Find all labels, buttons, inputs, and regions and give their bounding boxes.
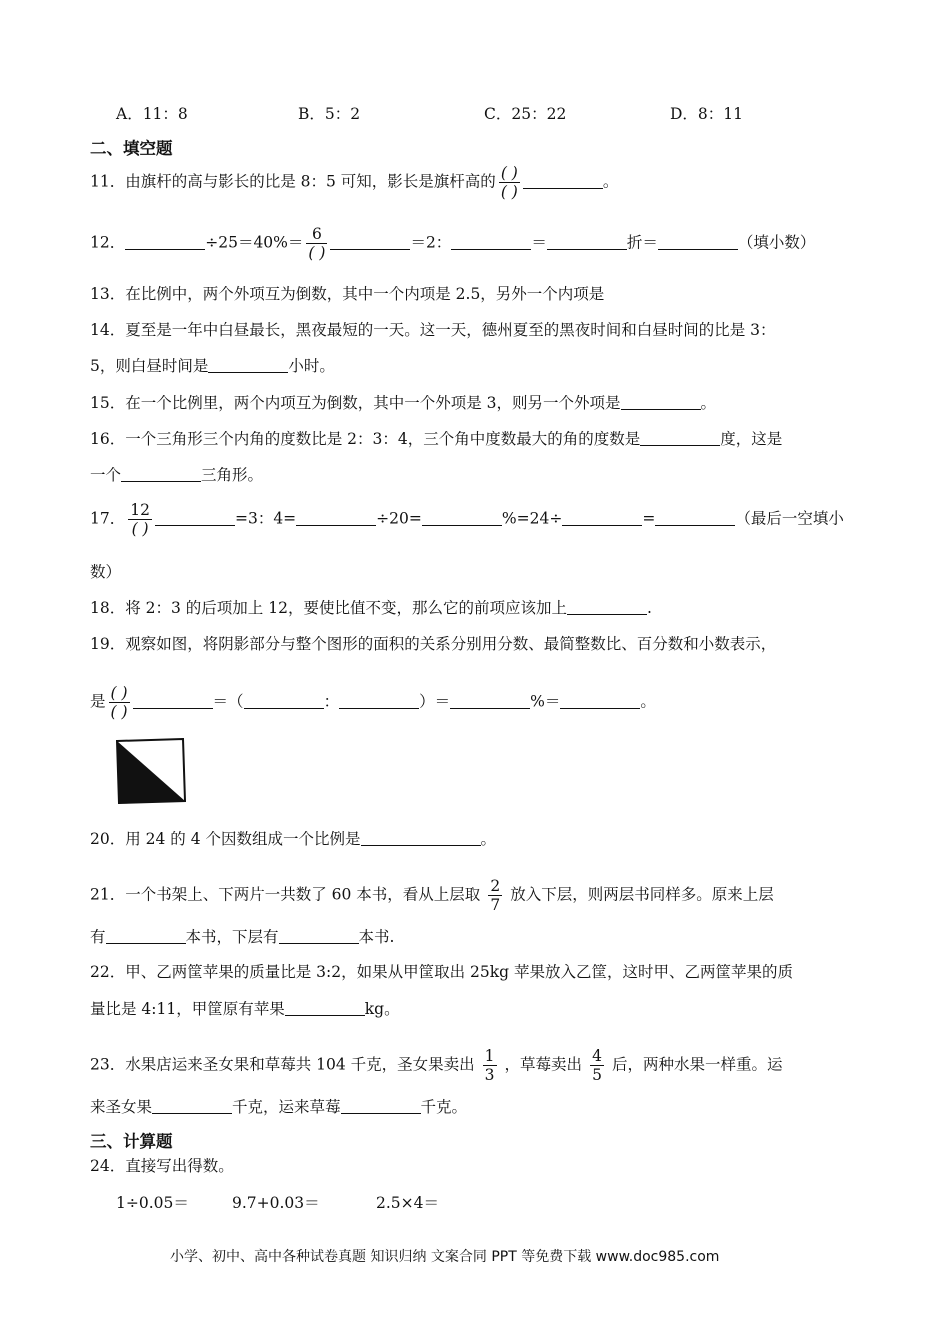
- answer-blank[interactable]: [640, 429, 720, 446]
- fraction-4-5: $\frac{4}{5}$: [592, 1047, 602, 1084]
- answer-blank[interactable]: [121, 465, 201, 482]
- question-13: 13．在比例中，两个外项互为倒数，其中一个内项是 2.5，另外一个内项是: [90, 285, 605, 303]
- answer-blank[interactable]: [125, 233, 205, 250]
- answer-blank[interactable]: [339, 692, 419, 709]
- expression-2: 9.7+0.03＝: [232, 1194, 320, 1212]
- expression-1: 1÷0.05＝: [116, 1194, 189, 1212]
- fraction-12-over-blank: 12 ( ): [130, 501, 150, 538]
- answer-blank[interactable]: [560, 692, 640, 709]
- question-22-line2: 量比是 4:11，甲筐原有苹果 kg。: [90, 1000, 400, 1018]
- question-21-line1: 21．一个书架上、下两片一共数了 60 本书，看从上层取 $\frac{2}{7}$ 放入下层，则两层书同样多。原来上层: [90, 877, 774, 914]
- question-19-line1: 19．观察如图，将阴影部分与整个图形的面积的关系分别用分数、最简整数比、百分数和小数表示，: [90, 635, 777, 653]
- answer-blank[interactable]: [133, 692, 213, 709]
- answer-blank[interactable]: [106, 927, 186, 944]
- answer-blank[interactable]: [562, 509, 642, 526]
- answer-blank[interactable]: [279, 927, 359, 944]
- fraction-blank: ( ) ( ): [110, 684, 128, 721]
- answer-blank[interactable]: [341, 1097, 421, 1114]
- answer-blank[interactable]: [296, 509, 376, 526]
- option-a: A．11：8: [116, 105, 188, 123]
- answer-blank[interactable]: [567, 598, 647, 615]
- question-11: 11．由旗杆的高与影长的比是 8：5 可知，影长是旗杆高的 ( ) ( ) 。: [90, 164, 619, 201]
- question-12: 12． ÷25＝40%＝ 6 ( ) ＝2： ＝ 折＝ （填小数）: [90, 225, 816, 262]
- question-23-line1: 23．水果店运来圣女果和草莓共 104 千克，圣女果卖出 $\frac{1}{3}$ ，草莓卖出 $\frac{4}{5}$ 后，两种水果一样重。运: [90, 1047, 783, 1084]
- answer-blank[interactable]: [658, 233, 738, 250]
- question-21-line2: 有 本书，下层有 本书.: [90, 928, 395, 946]
- page-footer: 小学、初中、高中各种试卷真题 知识归纳 文案合同 PPT 等免费下载 www.doc985.com: [170, 1249, 720, 1265]
- answer-blank[interactable]: [361, 829, 481, 846]
- fraction-1-3: $\frac{1}{3}$: [484, 1047, 495, 1084]
- answer-blank[interactable]: [547, 233, 627, 250]
- question-23-line2: 来圣女果 千克，运来草莓 千克。: [90, 1098, 468, 1116]
- expression-3: 2.5×4＝: [376, 1194, 439, 1212]
- option-d: D．8：11: [670, 105, 744, 123]
- answer-blank[interactable]: [244, 692, 324, 709]
- answer-blank[interactable]: [208, 356, 288, 373]
- option-c: C．25：22: [484, 105, 567, 123]
- fraction-blank: ( ) ( ): [500, 164, 518, 201]
- section-fill-blank-heading: 二、填空题: [90, 139, 173, 158]
- fraction-2-7: $\frac{2}{7}$: [490, 877, 501, 914]
- question-20: 20．用 24 的 4 个因数组成一个比例是 。: [90, 830, 497, 848]
- option-b: B．5：2: [298, 105, 361, 123]
- question-14-line1: 14．夏至是一年中白昼最长，黑夜最短的一天。这一天，德州夏至的黑夜时间和白昼时间的比是 3：: [90, 321, 776, 339]
- shaded-square-figure: [116, 738, 186, 804]
- section-calculation-heading: 三、计算题: [90, 1132, 173, 1151]
- question-15: 15．在一个比例里，两个内项互为倒数，其中一个外项是 3，则另一个外项是 。: [90, 394, 717, 412]
- answer-blank[interactable]: [330, 233, 410, 250]
- answer-blank[interactable]: [155, 509, 235, 526]
- answer-blank[interactable]: [655, 509, 735, 526]
- answer-blank[interactable]: [451, 233, 531, 250]
- question-17-line2: 数）: [90, 563, 122, 581]
- question-24-title: 24．直接写出得数。: [90, 1157, 234, 1175]
- question-18: 18．将 2：3 的后项加上 12，要使比值不变，那么它的前项应该加上 .: [90, 599, 652, 617]
- question-16-line2: 一个 三角形。: [90, 466, 264, 484]
- question-22-line1: 22．甲、乙两筐苹果的质量比是 3:2，如果从甲筐取出 25kg 苹果放入乙筐，这时甲、乙两筐苹果的质: [90, 963, 793, 981]
- answer-blank[interactable]: [152, 1097, 232, 1114]
- fraction-6-over-blank: 6 ( ): [308, 225, 326, 262]
- answer-blank[interactable]: [285, 999, 365, 1016]
- answer-blank[interactable]: [523, 172, 603, 189]
- answer-blank[interactable]: [422, 509, 502, 526]
- answer-blank[interactable]: [450, 692, 530, 709]
- answer-blank[interactable]: [621, 393, 701, 410]
- question-19-line2: 是 ( ) ( ) ＝（ ： ）＝ %＝ 。: [90, 684, 656, 721]
- question-17: 17． 12 ( ) =3：4= ÷20= %=24÷ = （最后一空填小: [90, 501, 844, 538]
- question-16-line1: 16．一个三角形三个内角的度数比是 2：3：4，三个角中度数最大的角的度数是 度，这是: [90, 430, 783, 448]
- question-14-line2: 5，则白昼时间是 小时。: [90, 357, 335, 375]
